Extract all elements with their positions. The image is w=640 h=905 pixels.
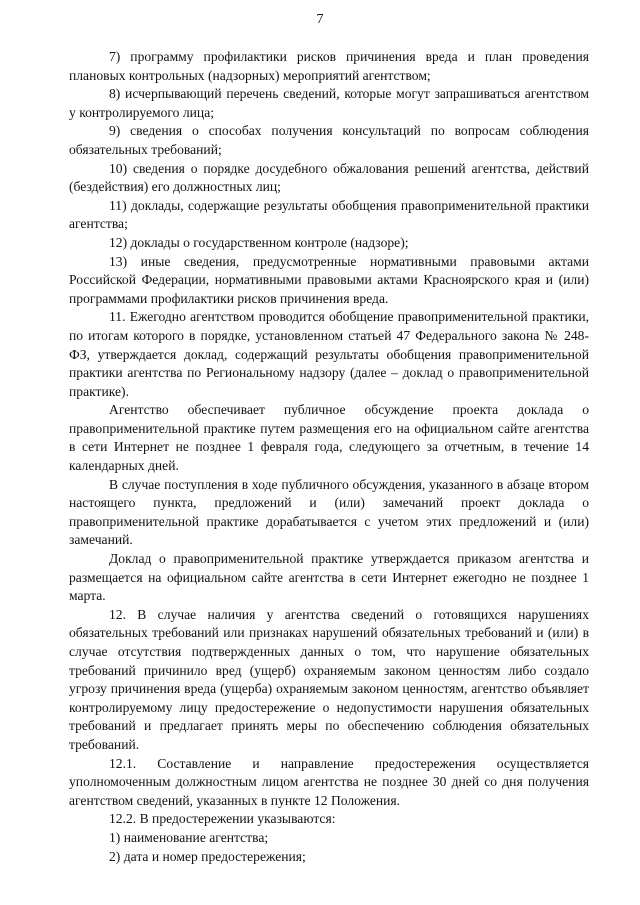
- clause-12-2-item-2: 2) дата и номер предостережения;: [109, 848, 306, 864]
- clause-12-1: 12.1. Составление и направление предостережения осуществляется уполномоченным должностным лицом агентства не позднее 30 дней со дня получения агентством сведений, указанных в пункте 12 Положения.: [69, 755, 589, 808]
- list-item-12-control-reports: 12) доклады о государственном контроле (надзоре);: [109, 234, 409, 250]
- clause-12: 12. В случае наличия у агентства сведений о готовящихся нарушениях обязательных требований или признаках нарушений обязательных требований и (или) в случае отсутствия подтвержденных данных о том, что нарушение обязательных требований причинило вред (ущерб) охраняемым законом ценностям либо создало угрозу причинения вреда (ущерба) охраняемым законом ценностям, агентство объявляет контролируемому лицу предостережение о недопустимости нарушения обязательных требований и предлагает принять меры по обеспечению соблюдения обязательных требований.: [69, 606, 589, 752]
- clause-11: 11. Ежегодно агентством проводится обобщение правоприменительной практики, по итогам которого в порядке, установленном статьей 47 Федерального закона № 248-ФЗ, утверждается доклад, содержащий результаты обобщения правоприменительной практики агентства по Региональному надзору (далее – доклад о правоприменительной практике).: [69, 309, 589, 399]
- clause-12-2: 12.2. В предостережении указываются:: [109, 811, 336, 827]
- clause-11-comments: В случае поступления в ходе публичного обсуждения, указанного в абзаце втором настоящего пункта, предложений и (или) замечаний проект доклада о правоприменительной практике дорабатывается с учетом этих предложений и (или) замечаний.: [69, 476, 589, 548]
- list-item-13-other-info: 13) иные сведения, предусмотренные нормативными правовыми актами Российской Федерации, нормативными правовыми актами Красноярского края и (или) программами профилактики рисков причинения вреда.: [69, 253, 589, 306]
- clause-12-2-item-1: 1) наименование агентства;: [109, 829, 269, 845]
- list-item-11-practice-reports: 11) доклады, содержащие результаты обобщения правоприменительной практики агентства;: [69, 197, 589, 232]
- page-number: 7: [316, 12, 324, 27]
- document-body: [69, 48, 589, 866]
- list-item-8-info-list: 8) исчерпывающий перечень сведений, которые могут запрашиваться агентством у контролируемого лица;: [69, 86, 589, 120]
- list-item-10-appeal-procedure: 10) сведения о порядке досудебного обжалования решений агентства, действий (бездействия) его должностных лиц;: [69, 160, 589, 195]
- clause-11-public-discussion: Агентство обеспечивает публичное обсуждение проекта доклада о правоприменительной практике путем размещения его на официальном сайте агентства в сети Интернет не позднее 1 февраля года, следующего за отчетным, в течение 14 календарных дней.: [69, 402, 589, 474]
- list-item-7-prevention-program: 7) программу профилактики рисков причинения вреда и план проведения плановых контрольных (надзорных) мероприятий агентством;: [69, 49, 589, 83]
- list-item-9-consultations: 9) сведения о способах получения консультаций по вопросам соблюдения обязательных требований;: [69, 123, 589, 157]
- clause-11-approval: Доклад о правоприменительной практике утверждается приказом агентства и размещается на официальном сайте агентства в сети Интернет ежегодно не позднее 1 марта.: [69, 551, 589, 604]
